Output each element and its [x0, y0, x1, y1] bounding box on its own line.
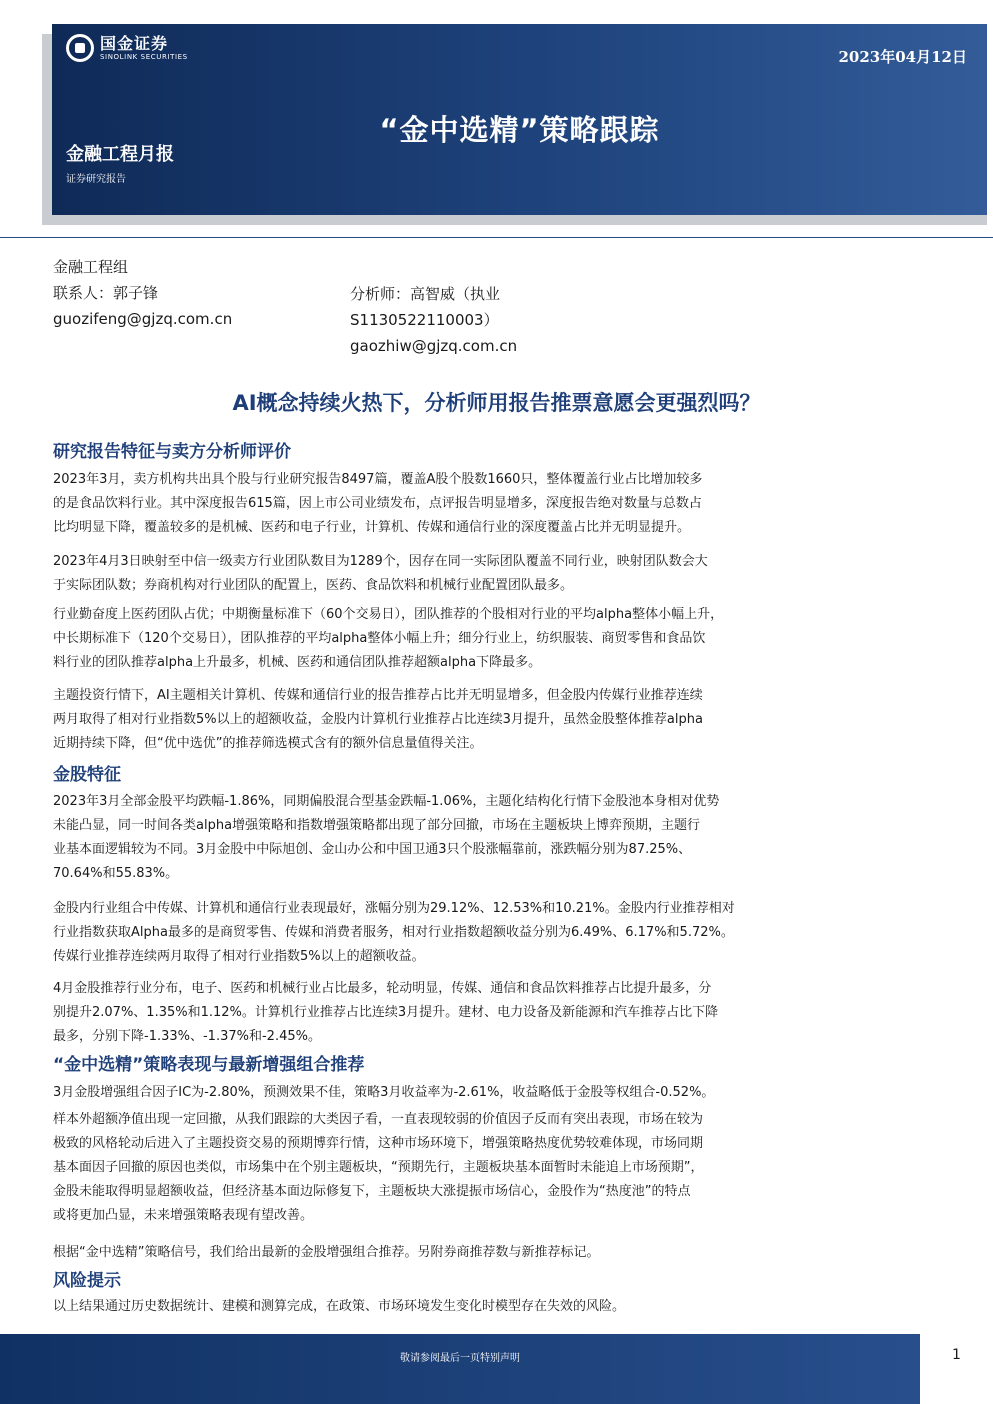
- paragraph: [53, 1295, 943, 1319]
- section-title-golden-stocks: 金股特征: [53, 765, 121, 785]
- paragraph: [53, 977, 943, 1049]
- text-line: 料行业的团队推荐alpha上升最多，机械、医药和通信团队推荐超额alpha下降最多。: [53, 655, 542, 670]
- logo-en: SINOLINK SECURITIES: [100, 52, 188, 61]
- text-line: 业基本面逻辑较为不同。3月金股中中际旭创、金山办公和中国卫通3只个股涨幅靠前，涨跌幅分别为87.25%、: [53, 842, 692, 857]
- paragraph: [53, 1081, 943, 1105]
- text-line: 行业勤奋度上医药团队占优；中期衡量标准下（60个交易日），团队推荐的个股相对行业的平均alpha整体小幅上升，: [53, 607, 724, 622]
- report-date: 2023年04月12日: [838, 48, 967, 66]
- logo-mark-icon: [66, 34, 94, 62]
- paragraph: [53, 1108, 943, 1228]
- text-line: 2023年3月全部金股平均跌幅-1.86%，同期偏股混合型基金跌幅-1.06%，主题化结构化行情下金股池本身相对优势: [53, 794, 720, 809]
- headline: AI概念持续火热下，分析师用报告推票意愿会更强烈吗？: [232, 391, 761, 415]
- paragraph: [53, 603, 943, 675]
- text-line: 2023年4月3日映射至中信一级卖方行业团队数目为1289个，因存在同一实际团队覆盖不同行业，映射团队数会大: [53, 554, 708, 569]
- analyst-name: 分析师：高智威（执业: [350, 285, 501, 303]
- contact-email: guozifeng@gjzq.com.cn: [53, 310, 233, 328]
- logo-cn: 国金证券: [100, 33, 169, 53]
- text-line: 行业指数获取Alpha最多的是商贸零售、传媒和消费者服务，相对行业指数超额收益分别为6.49%、6.17%和5.72%。: [53, 925, 734, 940]
- text-line: 极致的风格轮动后进入了主题投资交易的预期博弈行情，这种市场环境下，增强策略热度优势较难体现，市场同期: [53, 1136, 704, 1151]
- report-subtype: 证券研究报告: [66, 174, 126, 185]
- report-banner: [52, 24, 987, 215]
- text-line: 金股内行业组合中传媒、计算机和通信行业表现最好，涨幅分别为29.12%、12.53%和10.21%。金股内行业推荐相对: [53, 901, 735, 916]
- analyst-license: S1130522110003）: [350, 311, 499, 329]
- report-type: 金融工程月报: [66, 144, 174, 165]
- text-line: 未能凸显，同一时间各类alpha增强策略和指数增强策略都出现了部分回撤，市场在主题板块上博弈预期，主题行: [53, 818, 701, 833]
- footer-notice: 敬请参阅最后一页特别声明: [400, 1353, 520, 1364]
- text-line: 70.64%和55.83%。: [53, 866, 179, 881]
- text-line: 两月取得了相对行业指数5%以上的超额收益，金股内计算机行业推荐占比连续3月提升，虽然金股整体推荐alpha: [53, 712, 703, 727]
- paragraph: [53, 684, 943, 756]
- paragraph: [53, 1241, 943, 1265]
- text-line: 主题投资行情下，AI主题相关计算机、传媒和通信行业的报告推荐占比并无明显增多，但金股内传媒行业推荐连续: [53, 688, 703, 703]
- text-line: 4月金股推荐行业分布，电子、医药和机械行业占比最多，轮动明显，传媒、通信和食品饮料推荐占比提升最多，分: [53, 981, 712, 996]
- header-divider: [0, 237, 993, 238]
- text-line: 传媒行业推荐连续两月取得了相对行业指数5%以上的超额收益。: [53, 949, 425, 964]
- text-line: 2023年3月，卖方机构共出具个股与行业研究报告8497篇，覆盖A股个股数1660只，整体覆盖行业占比增加较多: [53, 472, 703, 487]
- paragraph: [53, 550, 943, 598]
- text-line: 最多，分别下降-1.33%、-1.37%和-2.45%。: [53, 1029, 321, 1044]
- text-line: 别提升2.07%、1.35%和1.12%。计算机行业推荐占比连续3月提升。建材、电力设备及新能源和汽车推荐占比下降: [53, 1005, 719, 1020]
- footer-bar: [0, 1334, 993, 1404]
- report-title: “金中选精”策略跟踪: [379, 113, 660, 147]
- text-line: 中长期标准下（120个交易日），团队推荐的平均alpha整体小幅上升；细分行业上，纺织服装、商贸零售和食品饮: [53, 631, 706, 646]
- paragraph: [53, 790, 943, 886]
- paragraph: [53, 897, 943, 969]
- text-line: 或将更加凸显，未来增强策略表现有望改善。: [53, 1208, 314, 1223]
- section-title-strategy: “金中选精”策略表现与最新增强组合推荐: [53, 1055, 365, 1075]
- page-number-box: [920, 1334, 993, 1404]
- company-logo: [66, 34, 188, 62]
- text-line: 近期持续下降，但“优中选优”的推荐筛选模式含有的额外信息量值得关注。: [53, 736, 483, 751]
- text-line: 金股未能取得明显超额收益，但经济基本面边际修复下，主题板块大涨提振市场信心，金股作为“热度池”的特点: [53, 1184, 691, 1199]
- contact-person: 联系人：郭子锋: [53, 284, 159, 302]
- page-number: 1: [952, 1347, 961, 1363]
- text-line: 样本外超额净值出现一定回撤，从我们跟踪的大类因子看，一直表现较弱的价值因子反而有突出表现，市场在较为: [53, 1112, 704, 1127]
- text-line: 比均明显下降，覆盖较多的是机械、医药和电子行业，计算机、传媒和通信行业的深度覆盖占比并无明显提升。: [53, 520, 691, 535]
- section-title-risk: 风险提示: [53, 1271, 121, 1291]
- text-line: 的是食品饮料行业。其中深度报告615篇，因上市公司业绩发布，点评报告明显增多，深度报告绝对数量与总数占: [53, 496, 702, 511]
- text-line: 以上结果通过历史数据统计、建模和测算完成，在政策、市场环境发生变化时模型存在失效的风险。: [53, 1299, 626, 1314]
- section-title-research: 研究报告特征与卖方分析师评价: [53, 442, 291, 462]
- analyst-email: gaozhiw@gjzq.com.cn: [350, 337, 518, 355]
- paragraph: [53, 468, 943, 540]
- contact-block: [53, 254, 232, 332]
- team-group: 金融工程组: [53, 258, 129, 276]
- text-line: 3月金股增强组合因子IC为-2.80%，预测效果不佳，策略3月收益率为-2.61%，收益略低于金股等权组合-0.52%。: [53, 1085, 715, 1100]
- text-line: 基本面因子回撤的原因也类似，市场集中在个别主题板块，“预期先行，主题板块基本面暂时未能追上市场预期”，: [53, 1160, 704, 1175]
- text-line: 于实际团队数；券商机构对行业团队的配置上，医药、食品饮料和机械行业配置团队最多。: [53, 578, 574, 593]
- analyst-block: [350, 281, 517, 359]
- text-line: 根据“金中选精”策略信号，我们给出最新的金股增强组合推荐。另附券商推荐数与新推荐标记。: [53, 1245, 600, 1260]
